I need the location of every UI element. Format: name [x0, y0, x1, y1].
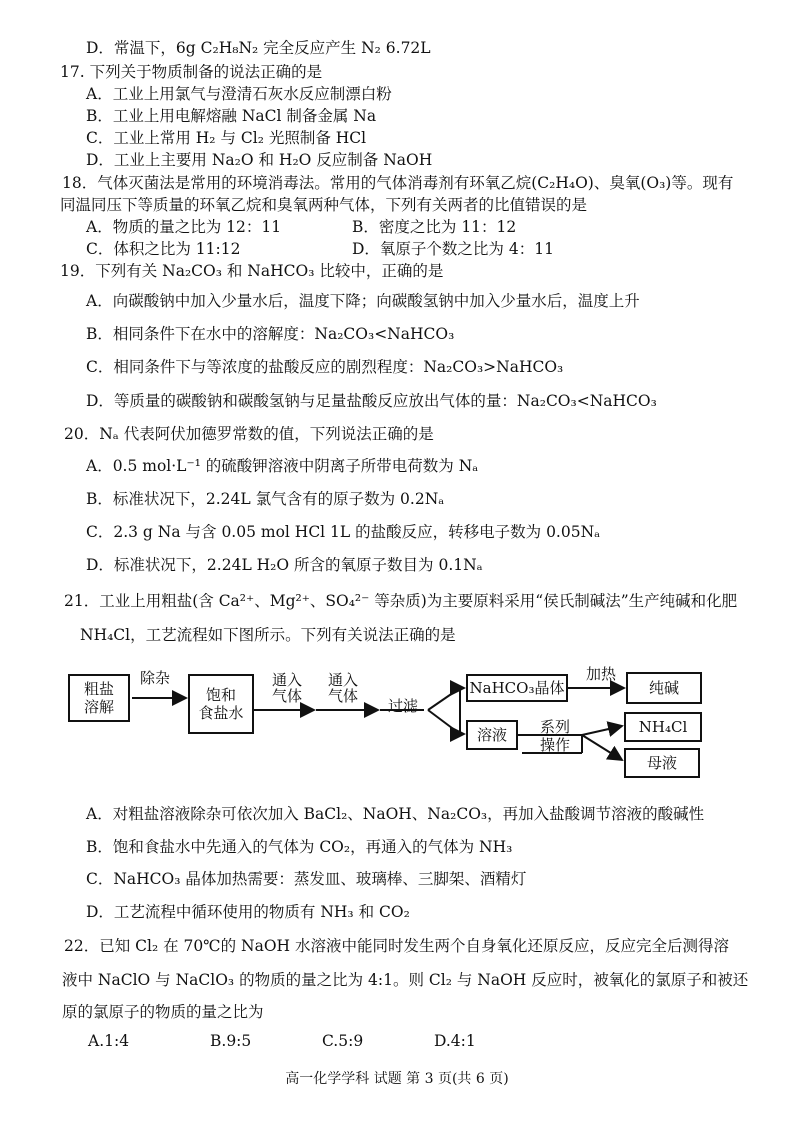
- q19-option-a: A．向碳酸钠中加入少量水后，温度下降；向碳酸氢钠中加入少量水后，温度上升: [86, 292, 640, 310]
- q17-option-b: B．工业上用电解熔融 NaCl 制备金属 Na: [86, 107, 377, 125]
- gas-in-1-label: 通入 气体: [272, 671, 303, 705]
- q21-option-d: D．工艺流程中循环使用的物质有 NH₃ 和 CO₂: [86, 903, 410, 921]
- q22-option-c: C.5:9: [322, 1032, 364, 1050]
- page-footer: 高一化学学科 试题 第 3 页(共 6 页): [285, 1071, 509, 1087]
- q21-option-c: C．NaHCO₃ 晶体加热需要：蒸发皿、玻璃棒、三脚架、酒精灯: [86, 870, 527, 888]
- q19-stem: 19．下列有关 Na₂CO₃ 和 NaHCO₃ 比较中，正确的是: [60, 262, 444, 280]
- q17-stem: 17. 下列关于物质制备的说法正确的是: [60, 63, 323, 81]
- q19-option-c: C．相同条件下与等浓度的盐酸反应的剧烈程度：Na₂CO₃>NaHCO₃: [86, 358, 564, 376]
- q18-option-c: C．体积之比为 11:12: [86, 240, 241, 258]
- filter-label: 过滤: [388, 697, 419, 715]
- solution-box: 溶液: [466, 720, 518, 750]
- impurity-removal-label: 除杂: [140, 669, 171, 687]
- q22-stem-line3: 原的氯原子的物质的量之比为: [62, 1003, 264, 1021]
- soda-ash-box: 纯碱: [626, 672, 702, 704]
- q18-stem-line1: 18．气体灭菌法是常用的环境消毒法。常用的气体消毒剂有环氧乙烷(C₂H₄O)、臭氧(O₃)等。现有: [62, 174, 734, 192]
- q21-stem-line1: 21．工业上用粗盐(含 Ca²⁺、Mg²⁺、SO₄²⁻ 等杂质)为主要原料采用“侯氏制碱法”生产纯碱和化肥: [64, 592, 738, 610]
- q22-option-a: A.1:4: [88, 1032, 130, 1050]
- q18-option-b: B．密度之比为 11：12: [352, 218, 517, 236]
- q18-option-a: A．物质的量之比为 12：11: [86, 218, 282, 236]
- series-operation-label: 系列 操作: [540, 718, 571, 754]
- q18-option-d: D．氧原子个数之比为 4：11: [352, 240, 554, 258]
- q20-option-a: A．0.5 mol·L⁻¹ 的硫酸钾溶液中阴离子所带电荷数为 Nₐ: [86, 457, 479, 475]
- q17-option-c: C．工业上常用 H₂ 与 Cl₂ 光照制备 HCl: [86, 129, 367, 147]
- saturated-brine-box: 饱和 食盐水: [188, 674, 254, 734]
- q22-option-b: B.9:5: [210, 1032, 252, 1050]
- q21-stem-line2: NH₄Cl，工艺流程如下图所示。下列有关说法正确的是: [80, 626, 456, 644]
- process-flow-diagram: [62, 660, 722, 790]
- q22-option-d: D.4:1: [434, 1032, 476, 1050]
- q22-stem-line1: 22．已知 Cl₂ 在 70℃的 NaOH 水溶液中能同时发生两个自身氧化还原反应，反应完全后测得溶: [64, 937, 729, 955]
- q18-stem-line2: 同温同压下等质量的环氧乙烷和臭氧两种气体，下列有关两者的比值错误的是: [60, 196, 588, 214]
- q21-option-a: A．对粗盐溶液除杂可依次加入 BaCl₂、NaOH、Na₂CO₃，再加入盐酸调节溶液的酸碱性: [86, 805, 705, 823]
- q17-option-a: A．工业上用氯气与澄清石灰水反应制漂白粉: [86, 85, 392, 103]
- nh4cl-box: NH₄Cl: [624, 712, 702, 742]
- nahco3-crystal-box: NaHCO₃晶体: [466, 674, 568, 702]
- q21-option-b: B．饱和食盐水中先通入的气体为 CO₂，再通入的气体为 NH₃: [86, 838, 513, 856]
- gas-in-2-label: 通入 气体: [328, 671, 359, 705]
- q17-option-d: D．工业上主要用 Na₂O 和 H₂O 反应制备 NaOH: [86, 151, 433, 169]
- q20-option-c: C．2.3 g Na 与含 0.05 mol HCl 1L 的盐酸反应，转移电子数为 0.05Nₐ: [86, 523, 601, 541]
- q20-stem: 20．Nₐ 代表阿伏加德罗常数的值，下列说法正确的是: [64, 425, 434, 443]
- q20-option-b: B．标准状况下，2.24L 氯气含有的原子数为 0.2Nₐ: [86, 490, 445, 508]
- crude-salt-solution-box: 粗盐 溶解: [68, 674, 130, 722]
- q16-option-d: D．常温下，6g C₂H₈N₂ 完全反应产生 N₂ 6.72L: [86, 39, 431, 57]
- q20-option-d: D．标准状况下，2.24L H₂O 所含的氧原子数目为 0.1Nₐ: [86, 556, 483, 574]
- q22-stem-line2: 液中 NaClO 与 NaClO₃ 的物质的量之比为 4:1。则 Cl₂ 与 NaOH 反应时，被氧化的氯原子和被还: [62, 971, 749, 989]
- heating-label: 加热: [586, 665, 617, 683]
- q19-option-b: B．相同条件下在水中的溶解度：Na₂CO₃<NaHCO₃: [86, 325, 455, 343]
- mother-liquor-box: 母液: [624, 748, 700, 778]
- q19-option-d: D．等质量的碳酸钠和碳酸氢钠与足量盐酸反应放出气体的量：Na₂CO₃<NaHCO₃: [86, 392, 657, 410]
